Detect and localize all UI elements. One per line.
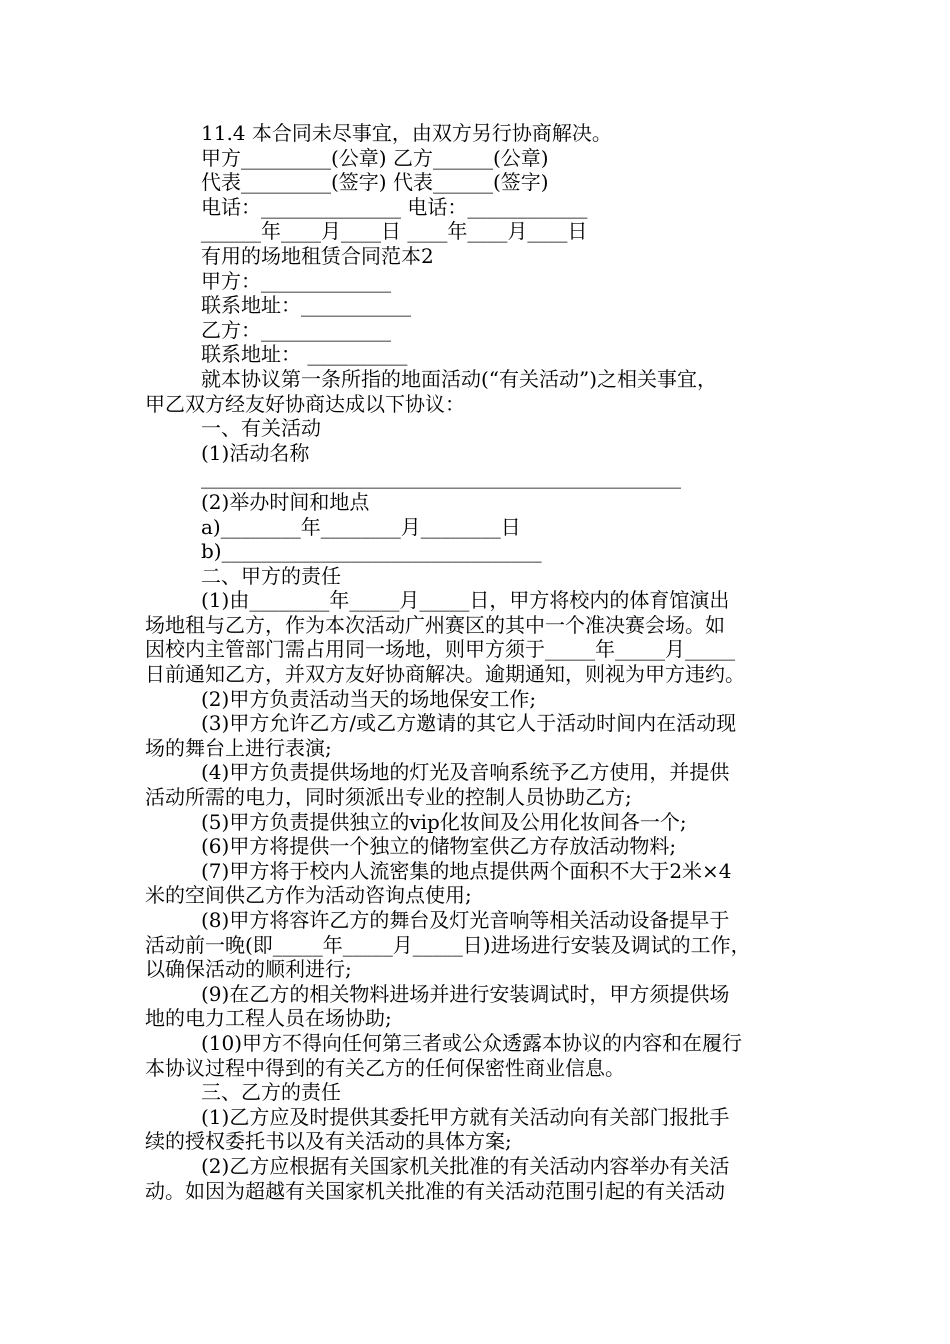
text-line: b)________________________________ [201,539,542,564]
text-line: 活动所需的电力，同时须派出专业的控制人员协助乙方; [145,785,632,810]
text-line: 联系地址：___________ [201,293,411,318]
text-line: 联系地址： __________ [201,342,408,367]
text-line: 本协议过程中得到的有关乙方的任何保密性商业信息。 [145,1055,625,1080]
text-line: 二、甲方的责任 [201,563,341,588]
text-line: 甲方：_____________ [201,268,391,293]
text-line: (7)甲方将于校内人流密集的地点提供两个面积不大于2米×4 [201,858,732,883]
document-body [145,121,815,1203]
text-line: 场的舞台上进行表演; [145,735,332,760]
text-line: 活动前一晚(即_____年_____月_____日)进场进行安装及调试的工作， [145,932,751,957]
text-line: 一、有关活动 [201,416,321,441]
text-line: (1)活动名称 [201,440,310,465]
text-line: (1)由________年_____月_____日，甲方将校内的体育馆演出 [201,588,730,613]
text-line: 就本协议第一条所指的地面活动(“有关活动”)之相关事宜， [201,366,718,391]
text-line: (6)甲方将提供一个独立的储物室供乙方存放活动物料; [201,834,677,859]
text-line: 场地租与乙方，作为本次活动广州赛区的其中一个准决赛会场。如 [145,612,725,637]
text-line: 乙方：_____________ [201,317,391,342]
text-line: (9)在乙方的相关物料进场并进行安装调试时，甲方须提供场 [201,981,730,1006]
text-line: 以确保活动的顺利进行; [145,957,352,982]
text-line: 续的授权委托书以及有关活动的具体方案; [145,1129,512,1154]
text-line: 因校内主管部门需占用同一场地，则甲方须于_____年_____月_____ [145,637,735,662]
text-line: 电话：______________ 电话：____________ [201,194,588,219]
text-line: (4)甲方负责提供场地的灯光及音响系统予乙方使用，并提供 [201,760,730,785]
text-line: 三、乙方的责任 [201,1080,341,1105]
text-line: 11.4 本合同未尽事宜，由双方另行协商解决。 [201,121,612,145]
text-line: ______年____月____日 ____年____月____日 [201,219,588,244]
text-line: (5)甲方负责提供独立的vip化妆间及公用化妆间各一个; [201,809,687,834]
text-line: a)________年________月________日 [201,514,521,539]
text-line: 代表_________(签字) 代表______(签字) [201,170,549,195]
text-line: ________________________________________________ [201,465,681,490]
text-line: 甲方_________(公章) 乙方______(公章) [201,145,549,170]
text-line: 甲乙双方经友好协商达成以下协议： [145,391,465,416]
text-line: (2)乙方应根据有关国家机关批准的有关活动内容举办有关活 [201,1153,730,1178]
text-line: (10)甲方不得向任何第三者或公众透露本协议的内容和在履行 [201,1030,743,1055]
text-line: (3)甲方允许乙方/或乙方邀请的其它人于活动时间内在活动现 [201,711,737,736]
text-line: 地的电力工程人员在场协助; [145,1006,392,1031]
text-line: (2)甲方负责活动当天的场地保安工作; [201,686,537,711]
text-line: (2)举办时间和地点 [201,489,370,514]
text-line: (8)甲方将容许乙方的舞台及灯光音响等相关活动设备提早于 [201,908,730,932]
text-line: 米的空间供乙方作为活动咨询点使用; [145,883,472,908]
text-line: 动。如因为超越有关国家机关批准的有关活动范围引起的有关活动 [145,1178,725,1203]
text-line: 日前通知乙方，并双方友好协商解决。逾期通知，则视为甲方违约。 [145,662,745,687]
text-line: (1)乙方应及时提供其委托甲方就有关活动向有关部门报批手 [201,1104,730,1129]
text-line: 有用的场地租赁合同范本2 [201,243,434,268]
